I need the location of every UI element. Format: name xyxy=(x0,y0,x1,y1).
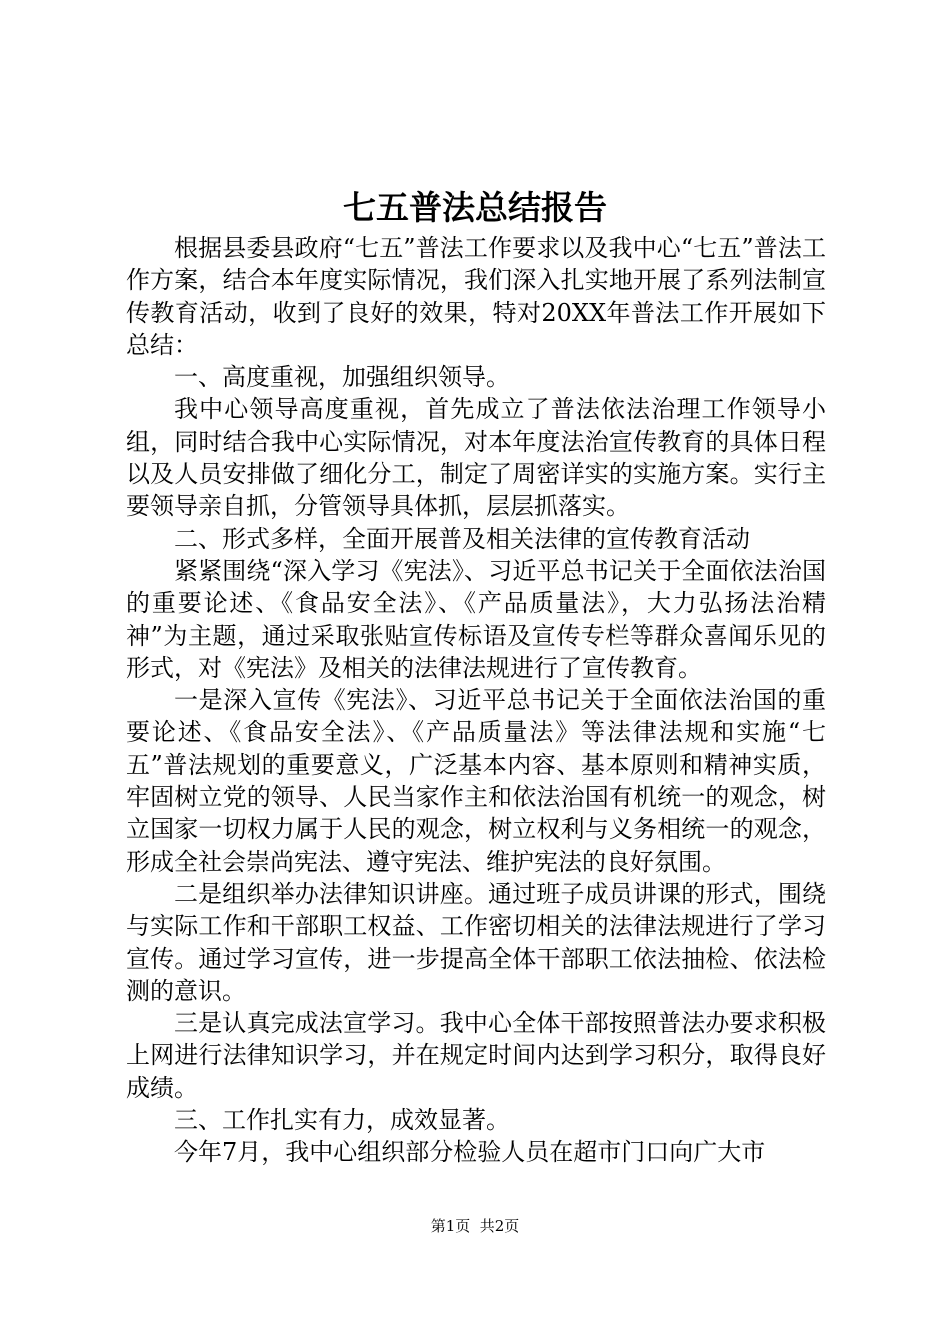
section-heading-1: 一、高度重视，加强组织领导。 xyxy=(174,363,510,392)
paragraph-theme: 紧紧围绕“深入学习《宪法》、习近平总书记关于全面依法治国的重要论述、《食品安全法》、《产品质量法》，大力弘扬法治精神”为主题，通过采取张贴宣传标语及宣传专栏等群众喜闻乐见的形式，对《宪法》及相关的法律法规进行了宣传教育。 xyxy=(126,556,826,682)
section-heading-3: 三、工作扎实有力，成效显著。 xyxy=(174,1106,510,1135)
paragraph-leadership: 我中心领导高度重视，首先成立了普法依法治理工作领导小组，同时结合我中心实际情况，对本年度法治宣传教育的具体日程以及人员安排做了细化分工，制定了周密详实的实施方案。实行主要领导亲自抓，分管领导具体抓，层层抓落实。 xyxy=(126,395,826,521)
paragraph-intro: 根据县委县政府“七五”普法工作要求以及我中心“七五”普法工作方案，结合本年度实际情况，我们深入扎实地开展了系列法制宣传教育活动，收到了良好的效果，特对20XX年普法工作开展如下总结： xyxy=(126,234,826,359)
paragraph-july: 今年7月，我中心组织部分检验人员在超市门口向广大市 xyxy=(174,1138,766,1167)
paragraph-item-2: 二是组织举办法律知识讲座。通过班子成员讲课的形式，围绕与实际工作和干部职工权益、工作密切相关的法律法规进行了学习宣传。通过学习宣传，进一步提高全体干部职工依法抽检、依法检测的意识。 xyxy=(126,879,826,1005)
document-body xyxy=(126,232,826,1169)
section-heading-2: 二、形式多样，全面开展普及相关法律的宣传教育活动 xyxy=(174,524,750,553)
paragraph-item-3: 三是认真完成法宣学习。我中心全体干部按照普法办要求积极上网进行法律知识学习，并在规定时间内达到学习积分，取得良好成绩。 xyxy=(126,1009,826,1102)
paragraph-item-1: 一是深入宣传《宪法》、习近平总书记关于全面依法治国的重要论述、《食品安全法》、《产品质量法》等法律法规和实施“七五”普法规划的重要意义，广泛基本内容、基本原则和精神实质，牢固树立党的领导、人民当家作主和依法治国有机统一的观念，树立国家一切权力属于人民的观念，树立权利与义务相统一的观念，形成全社会崇尚宪法、遵守宪法、维护宪法的良好氛围。 xyxy=(126,686,826,876)
page-number-footer: 第1页 共2页 xyxy=(430,1217,520,1235)
document-title: 七五普法总结报告 xyxy=(343,188,607,227)
